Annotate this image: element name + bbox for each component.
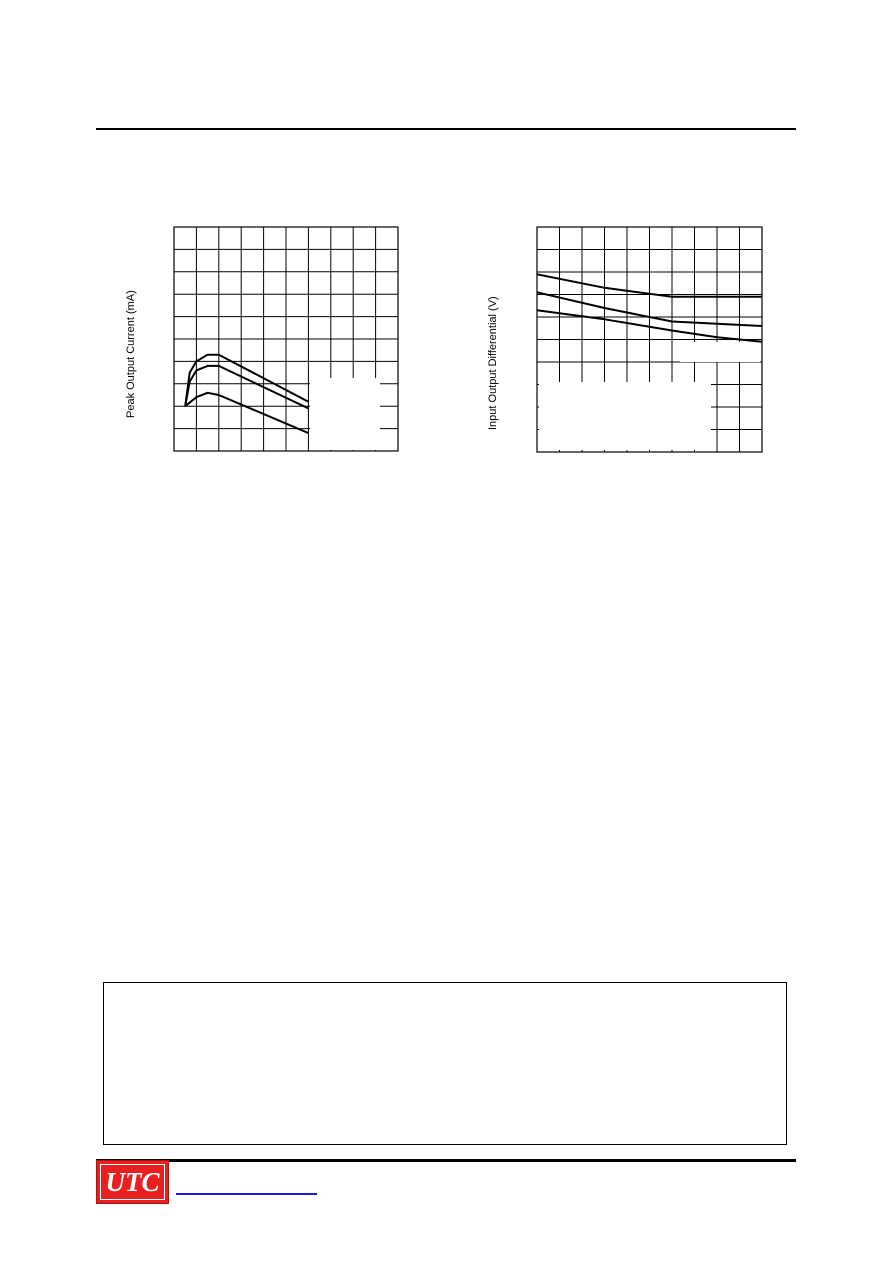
y-axis-label: Input Output Differential (V): [487, 296, 499, 430]
notice-box: [103, 982, 787, 1145]
utc-logo: [96, 1160, 169, 1204]
blank-annotation-area: [680, 342, 760, 362]
footer-rule: [96, 1159, 796, 1162]
website-link-underline[interactable]: [176, 1193, 317, 1195]
y-axis-label: Peak Output Current (mA): [125, 290, 137, 418]
logo-text: UTC: [105, 1167, 160, 1197]
blank-annotation-area: [539, 382, 711, 450]
